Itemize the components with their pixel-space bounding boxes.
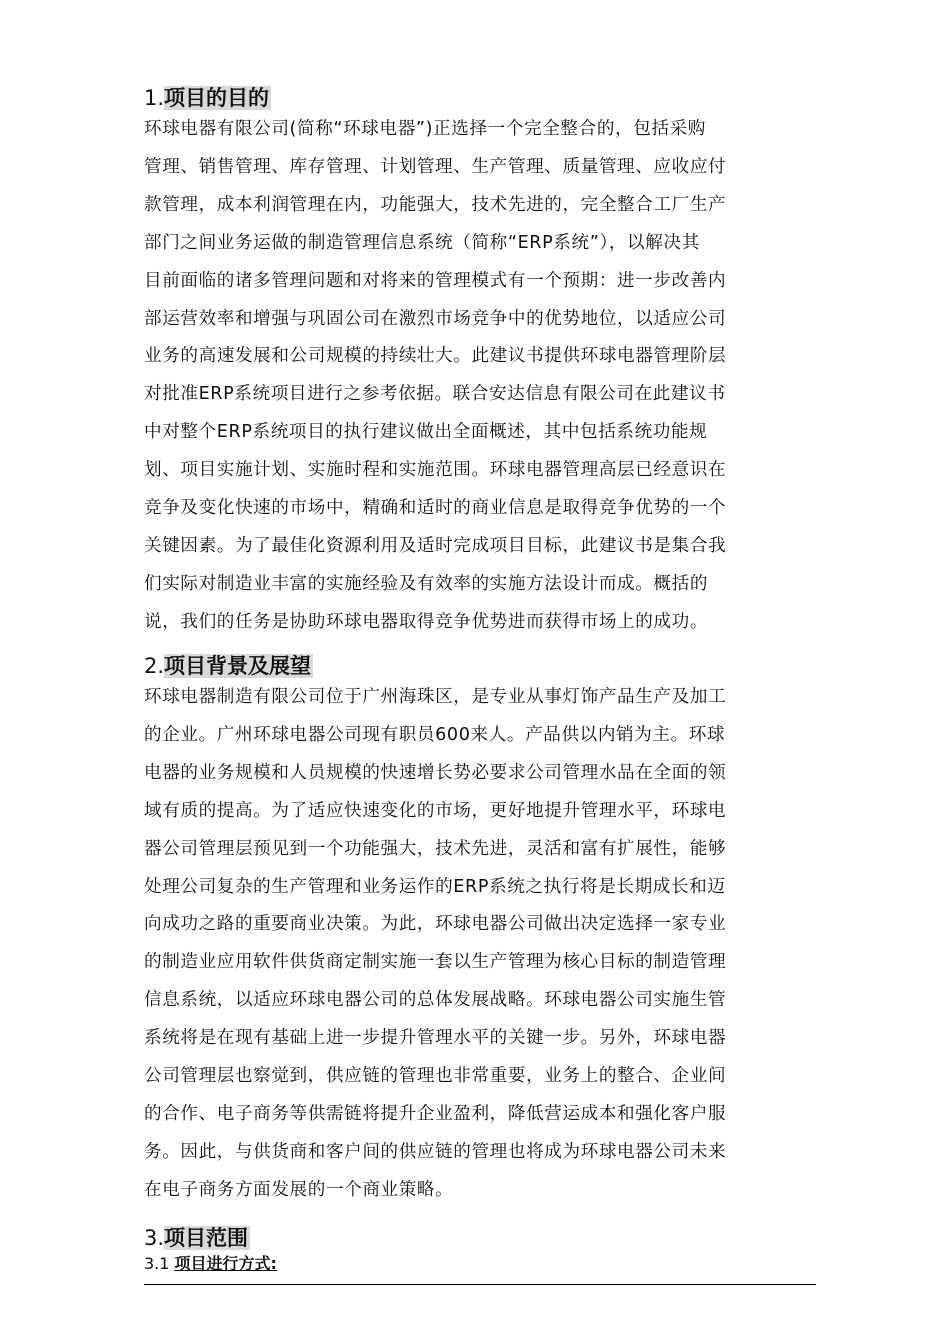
- paragraph-line: 公司管理层也察觉到，供应链的管理也非常重要，业务上的整合、企业间: [144, 1066, 727, 1087]
- paragraph-line: 的制造业应用软件供货商定制实施一套以生产管理为核心目标的制造管理: [144, 952, 727, 973]
- paragraph-line: 电器的业务规模和人员规模的快速增长势必要求公司管理水品在全面的领: [144, 762, 727, 783]
- paragraph-line: 款管理，成本利润管理在内，功能强大，技术先进的，完全整合工厂生产: [144, 194, 727, 215]
- paragraph-line: 在电子商务方面发展的一个商业策略。: [144, 1179, 454, 1200]
- section-3-number: 3.: [144, 1226, 165, 1250]
- paragraph-line: 环球电器制造有限公司位于广州海珠区，是专业从事灯饰产品生产及加工: [144, 687, 727, 707]
- subsection-3-1-heading: [144, 1254, 277, 1274]
- section-2-title: 项目背景及展望: [164, 654, 312, 678]
- paragraph-line: 信息系统，以适应环球电器公司的总体发展战略。环球电器公司实施生管: [144, 990, 727, 1011]
- paragraph-line: 部运营效率和增强与巩固公司在激烈市场竞争中的优势地位，以适应公司: [144, 308, 727, 329]
- paragraph-line: 们实际对制造业丰富的实施经验及有效率的实施方法设计而成。概括的: [144, 573, 709, 594]
- section-2-number: 2.: [144, 654, 165, 678]
- paragraph-line: 域有质的提高。为了适应快速变化的市场，更好地提升管理水平，环球电: [144, 800, 727, 821]
- paragraph-line: 目前面临的诸多管理问题和对将来的管理模式有一个预期：进一步改善内: [144, 270, 727, 291]
- paragraph-line: 部门之间业务运做的制造管理信息系统（简称“ERP系统”），以解决其: [144, 232, 700, 253]
- paragraph-line: 划、项目实施计划、实施时程和实施范围。环球电器管理高层已经意识在: [144, 460, 727, 481]
- subsection-number: 3.1: [144, 1254, 170, 1273]
- paragraph-line: 务。因此，与供货商和客户间的供应链的管理也将成为环球电器公司未来: [144, 1141, 727, 1162]
- section-2-heading: [144, 652, 313, 680]
- section-1-number: 1.: [144, 86, 165, 110]
- paragraph-line: 中对整个ERP系统项目的执行建议做出全面概述，其中包括系统功能规: [144, 422, 708, 443]
- paragraph-line: 说，我们的任务是协助环球电器取得竞争优势进而获得市场上的成功。: [144, 611, 709, 632]
- paragraph-line: 器公司管理层预见到一个功能强大，技术先进，灵活和富有扩展性，能够: [144, 838, 727, 859]
- section-2-paragraph: [144, 679, 814, 1210]
- paragraph-line: 关键因素。为了最佳化资源利用及适时完成项目目标，此建议书是集合我: [144, 535, 727, 556]
- section-1-heading: [144, 84, 271, 112]
- paragraph-line: 环球电器有限公司(简称“环球电器”)正选择一个完全整合的，包括采购: [144, 119, 706, 139]
- paragraph-line: 业务的高速发展和公司规模的持续壮大。此建议书提供环球电器管理阶层: [144, 346, 727, 367]
- section-1-title: 项目的目的: [164, 86, 270, 110]
- paragraph-line: 对批准ERP系统项目进行之参考依据。联合安达信息有限公司在此建议书: [144, 384, 726, 405]
- section-3-title: 项目范围: [164, 1226, 249, 1250]
- paragraph-line: 向成功之路的重要商业决策。为此，环球电器公司做出决定选择一家专业: [144, 914, 727, 935]
- paragraph-line: 处理公司复杂的生产管理和业务运作的ERP系统之执行将是长期成长和迈: [144, 876, 726, 897]
- paragraph-line: 竞争及变化快速的市场中，精确和适时的商业信息是取得竞争优势的一个: [144, 498, 727, 519]
- paragraph-line: 的合作、电子商务等供需链将提升企业盈利，降低营运成本和强化客户服: [144, 1103, 727, 1124]
- subsection-title: 项目进行方式:: [174, 1254, 277, 1273]
- paragraph-line: 系统将是在现有基础上进一步提升管理水平的关键一步。另外，环球电器: [144, 1028, 727, 1049]
- horizontal-rule: [144, 1284, 816, 1285]
- section-1-paragraph: [144, 111, 814, 642]
- paragraph-line: 管理、销售管理、库存管理、计划管理、生产管理、质量管理、应收应付: [144, 156, 727, 177]
- paragraph-line: 的企业。广州环球电器公司现有职员600来人。产品供以内销为主。环球: [144, 724, 726, 745]
- section-3-heading: [144, 1224, 250, 1252]
